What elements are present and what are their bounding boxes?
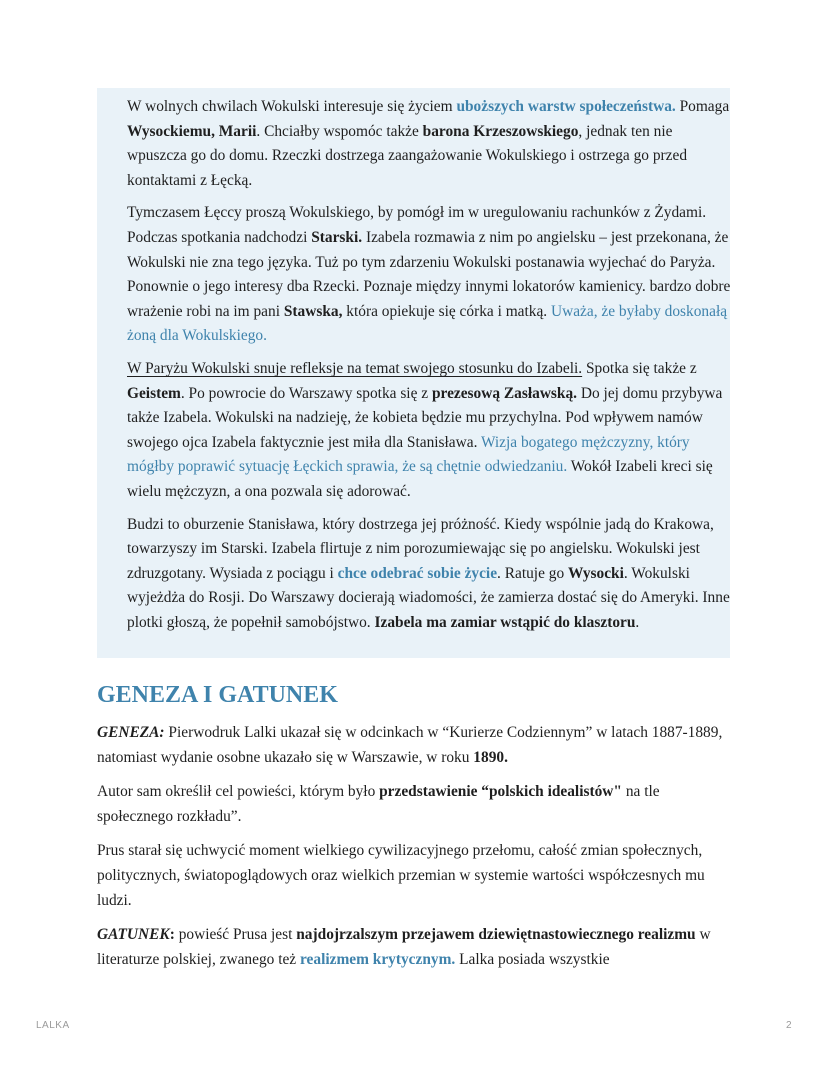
bold-text: barona Krzeszowskiego [422, 122, 579, 140]
context-paragraph [97, 839, 729, 913]
text: na tle społecznego rozkładu”. [97, 783, 660, 825]
highlight: chce odebrać sobie życie [337, 564, 498, 582]
bold-text: Geistem [127, 384, 181, 402]
text: Do jej domu przybywa także Izabela. Wokulski na nadzieję, że kobieta będzie mu przychylna. Pod wpływem namów swojego ojca Izabela faktycznie jest miła dla Stanisława. [127, 384, 723, 451]
text: w literaturze polskiej, zwanego też [97, 926, 711, 968]
author-goal-paragraph [97, 780, 729, 829]
text: Tymczasem Łęccy proszą Wokulskiego, by pomógł im w uregulowaniu rachunków z Żydami. Podczas spotkania nadchodzi [127, 204, 707, 246]
label: GENEZA: [97, 724, 165, 741]
summary-paragraph-4 [127, 513, 732, 636]
footer-title: LALKA [36, 1020, 70, 1031]
bold-text: 1890. [473, 748, 508, 766]
bold-text: Wysockiemu, Marii [127, 122, 257, 140]
text: powieść Prusa jest [174, 926, 297, 944]
summary-paragraph-1 [127, 95, 732, 193]
text: . Wokulski wyjeżdża do Rosji. Do Warszawy docierają wiadomości, że zamierza dostać się do Ameryki. Inne plotki głoszą, że popełnił samobójstwo. [127, 564, 730, 631]
label: GATUNEK [97, 926, 170, 944]
text: Pierwodruk Lalki ukazał się w odcinkach w “Kurierze Codziennym” w latach 1887-1889, natomiast wydanie osobne ukazało się w Warszawie, w roku [97, 724, 723, 766]
text: która opiekuje się córka i matką. [342, 302, 551, 320]
highlight: realizmem krytycznym. [299, 950, 456, 968]
text: . [635, 613, 640, 631]
bold-text: przedstawienie “polskich idealistów" [379, 783, 622, 801]
genre-paragraph [97, 923, 729, 972]
text: Lalka posiada wszystkie [455, 950, 610, 968]
text: Autor sam określił cel powieści, którym było [97, 783, 380, 801]
text: Pomaga [675, 98, 730, 115]
text: . Po powrocie do Warszawy spotka się z [180, 384, 432, 402]
bold-text: Izabela ma zamiar wstąpić do klasztoru [374, 613, 636, 631]
plot-summary-box [97, 88, 730, 658]
bold-text: najdojrzalszym przejawem dziewiętnastowiecznego realizmu [296, 926, 696, 944]
text: , jednak ten nie wpuszcza go do domu. Rzeczki dostrzega zaangażowanie Wokulskiego i ostrzega go przed kontaktami z Łęcką. [127, 122, 688, 189]
bold-text: Starski. [311, 228, 363, 246]
main-section [97, 678, 729, 982]
underlined-text: W Paryżu Wokulski snuje refleksje na temat swojego stosunku do Izabeli. [127, 359, 583, 377]
text: W wolnych chwilach Wokulski interesuje się życiem [127, 98, 457, 115]
bold-text: Stawska, [283, 302, 343, 320]
summary-paragraph-3 [127, 357, 732, 505]
section-heading: GENEZA I GATUNEK [97, 682, 338, 708]
label-colon: : [169, 926, 175, 944]
bold-text: prezesową Zasławską. [431, 384, 578, 402]
page-number: 2 [785, 1020, 792, 1031]
genesis-paragraph [97, 721, 729, 770]
text: Wokół Izabeli kreci się wielu mężczyzn, a ona pozwala się adorować. [127, 458, 713, 500]
text: Budzi to oburzenie Stanisława, który dostrzega jej próżność. Kiedy wspólnie jadą do Krakowa, towarzyszy im Starski. Izabela flirtuje z nim porozumiewając się po angielsku. Wokulski jest zdruzgotany. Wysiada z pociągu i [127, 515, 714, 582]
highlight: Wizja bogatego mężczyzny, który mógłby poprawić sytuację Łęckich sprawia, że są chętnie odwiedzaniu. [127, 433, 690, 476]
highlight: uboższych warstw społeczeństwa. [456, 98, 676, 115]
summary-paragraph-2 [127, 201, 732, 349]
text: Prus starał się uchwycić moment wielkiego cywilizacyjnego przełomu, całość zmian społecznych, politycznych, światopoglądowych oraz wielkich przemian w systemie wartości współczesnych mu ludzi. [97, 842, 705, 909]
text: . Chciałby wspomóc także [256, 122, 423, 140]
text: . Ratuje go [497, 564, 569, 582]
text: Spotka się także z [582, 359, 697, 377]
text: Izabela rozmawia z nim po angielsku – jest przekonana, że Wokulski nie zna tego języka. Tuż po tym zdarzeniu Wokulski postanawia wyjechać do Paryża. Ponownie o jego interesy dba Rzecki. Poznaje między innymi lokatorów kamienicy. bardzo dobre wrażenie robi na im pani [127, 228, 731, 320]
highlight: Uważa, że byłaby doskonałą żoną dla Wokulskiego. [127, 302, 728, 345]
bold-text: Wysocki [568, 564, 624, 582]
